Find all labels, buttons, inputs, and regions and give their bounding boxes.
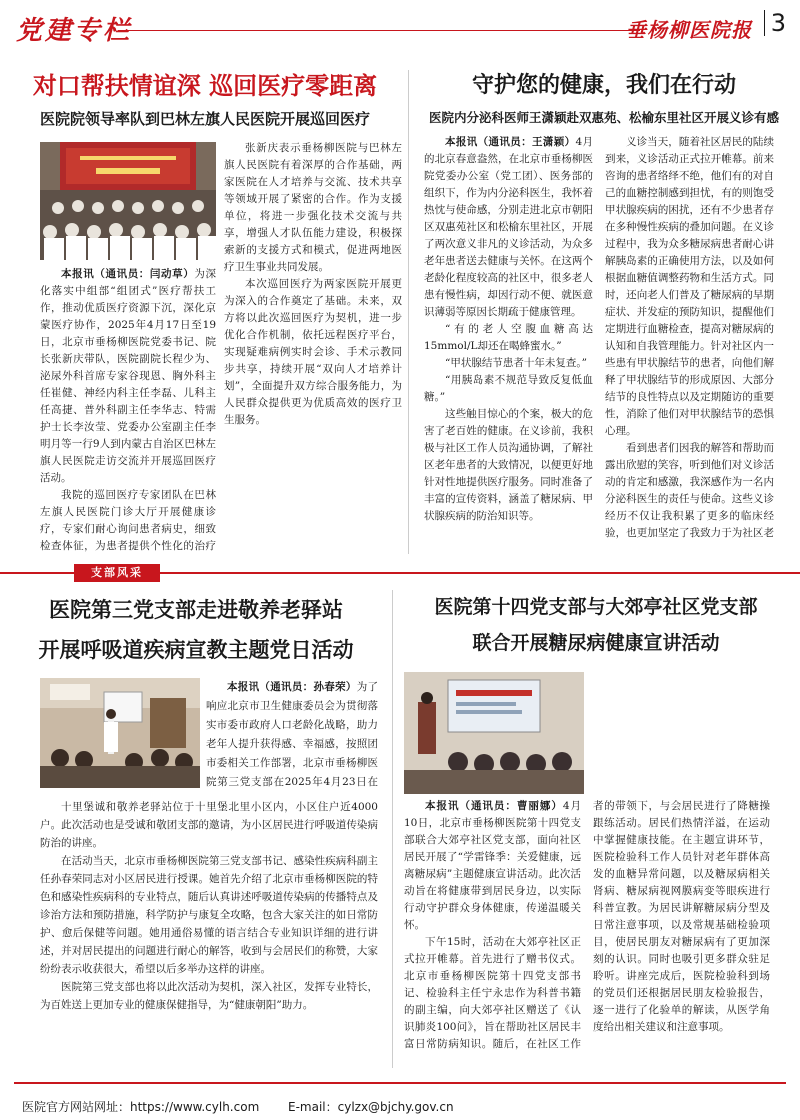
article-title-line2: 联合开展糖尿病健康宣讲活动 (472, 632, 720, 654)
article-respiratory-lecture (0, 588, 392, 672)
section-name: 党建专栏 (16, 16, 133, 46)
page-number: 3 (764, 10, 786, 36)
photo-diabetes-lecture (404, 672, 584, 794)
section-tag: 支部风采 (74, 564, 160, 582)
article-byline: 本报讯（通讯员：孙春荣） (227, 681, 357, 693)
article-title-line1: 医院第十四党支部与大郊亭社区党支部 (434, 596, 758, 618)
article-paragraph: 义诊当天，随着社区居民的陆续到来，义诊活动正式拉开帷幕。前来咨询的患者络绎不绝，他们有的对自己的血糖控制感到担忧，有的则饱受甲状腺疾病的困扰，还有不少患者存在多种慢性疾病的叠加问题。在义诊过程中，我为众多糖尿病患者耐心讲解胰岛素的正确使用方法，以及如何根据血糖值调整药物和生活方式。同时，还向老人们普及了糖尿病的早期症状、并发症的预防知识，提醒他们定期进行血糖检查，提高对糖尿病的认知和自我管理能力。针对社区内一些患有甲状腺结节的患者，向他们解释了甲状腺结节的形成原因、大部分结节的良性特点以及定期随访的重要性，消除了他们对甲状腺结节的恐惧心理。 (605, 136, 774, 437)
page-header (0, 0, 800, 58)
article-title: 对口帮扶情谊深 巡回医疗零距离 (32, 72, 378, 100)
article4-body (404, 798, 770, 1058)
article-title-line1: 医院第三党支部走进敬养老驿站 (49, 598, 343, 622)
article-paragraph: 张新庆表示垂杨柳医院与巴林左旗人民医院有着深厚的合作基础，两家医院在人才培养与交流、技术共享等领域开展了紧密的合作。作为支援单位，将进一步强化技术交流与共享，增强人才队伍能力建设，积极探索新的支援方式和模式，促进两地医疗卫生事业共同发展。 (224, 142, 402, 273)
header-rule (118, 30, 640, 31)
article-diabetes-lecture (392, 588, 800, 672)
footer-rule (14, 1082, 786, 1084)
article-paragraph: 4月的北京春意盎然，在北京市垂杨柳医院党委办公室（党工团）、医务部的组织下，作为内分泌科医生，我怀着热忱与使命感，分别走进北京市朝阳区双惠苑社区和松榆东里社区，开展了两次意义非凡的义诊活动，为众多老年患者送去健康与关怀。在这两个老龄化程度较高的社区中，很多老人患有慢性病，却因行动不便、就医意识薄弱等原因长期疏于健康管理。 (424, 136, 594, 318)
article-byline: 本报讯（通讯员：曹丽娜） (425, 800, 563, 812)
patient-quote: “用胰岛素不规范导致反复低血糖。” (424, 374, 593, 403)
article-subtitle: 医院内分泌科医师王潇颖赴双惠苑、松榆东里社区开展义诊有感 (428, 110, 779, 125)
article-title: 守护您的健康，我们在行动 (471, 73, 736, 98)
article-paragraph: 看到患者们因我的解答和帮助而露出欣慰的笑容，听到他们对义诊活动的肯定和感激，我深感作为一名内分泌科医生的责任与使命。这些义诊经历不仅让我积累了更多的临床经验，也更加坚定了我致力于为社区老 (605, 442, 774, 539)
email-link[interactable]: E-mail：cylzx@bjchy.gov.cn (288, 1100, 454, 1114)
section-band (0, 564, 800, 582)
article1-body-left (40, 266, 216, 556)
article-paragraph: 为深化落实中组部“组团式”医疗帮扶工作，推动优质医疗资源下沉，深化京蒙医疗协作，2025年4月17日至19日，北京市垂杨柳医院党委书记、院长张新庆带队，医院副院长程少为、泌尿外科首席专家谷现恩、胸外科主任崔健、神经内科主任李磊、儿科主任高捷、普外科副主任李华志、特需护士长李汝莹、党委办公室副主任李明月等一行9人到内蒙古自治区巴林左旗人民医院走访交流并开展巡回医疗活动。 (40, 268, 216, 484)
photo-lecture (40, 678, 200, 788)
website-link[interactable]: 医院官方网站网址：https://www.cylh.com (22, 1100, 260, 1114)
article-paragraph: 我院的巡回医疗专家团队在巴林左旗人民医院门诊大厅开展健康诊疗，专家们耐心询问患者病史，细致检查体征，为患者提供个性化的治疗 (40, 489, 216, 552)
article-paragraph: 这些触目惊心的个案，极大的危害了老百姓的健康。在义诊前，我积极与社区工作人员沟通协调，了解社区老年患者的大致情况，以便更好地针对性地提供医疗服务。同时准备了丰富的宣传资料，涵盖了糖尿病、甲状腺疾病的防治知识等。 (424, 408, 593, 522)
newspaper-name: 垂杨柳医院报 (626, 18, 752, 42)
article3-body (40, 798, 378, 1060)
page-footer (0, 1076, 800, 1120)
article-paragraph: 在活动当天，北京市垂杨柳医院第三党支部书记、感染性疾病科副主任孙春荣同志对小区居民进行授课。她首先介绍了北京市垂杨柳医院的特色和感染性疾病科的专业特点，随后认真讲述呼吸道传染病的传播特点及诊治方法和预防措施，科学防护与康复全攻略，包含大家关注的如日常防护、愈后保健等问题。她用通俗易懂的语言结合专业知识详细的进行讲述，并对居民提出的问题进行耐心的解答，收到与会居民们的称赞，大家纷纷表示收获很大，希望以后多举办这样的讲座。 (40, 855, 378, 975)
article-paragraph: 十里堡诚和敬养老驿站位于十里堡北里小区内，小区住户近4000户。此次活动也是受诚和敬团支部的邀请，为小区居民进行呼吸道传染病防治的讲座。 (40, 801, 378, 849)
article-byline: 本报讯（通讯员：闫动草） (61, 268, 195, 280)
article-paragraph: 医院第三党支部也将以此次活动为契机，深入社区，发挥专业特长，为百姓送上更加专业的健康保健指导，为“健康朝阳”助力。 (40, 981, 378, 1011)
article-title-line2: 开展呼吸道疾病宣教主题党日活动 (38, 638, 354, 662)
article-paragraph: 4月10日，北京市垂杨柳医院第十四党支部联合大郊亭社区党支部，面向社区居民开展了“学雷锋季：关爱健康，远离糖尿病”主题健康宣讲活动。此次活动旨在将健康带到居民身边，以实际行动守护群众身体健康，传递温暖关怀。 (404, 800, 581, 931)
article2-body (424, 134, 774, 558)
article-byline: 本报讯（通讯员：王潇颖） (445, 136, 576, 148)
article1-body-right (224, 140, 402, 532)
photo-welcome-ceremony (40, 142, 216, 260)
article-subtitle: 医院院领导率队到巴林左旗人民医院开展巡回医疗 (39, 110, 370, 128)
article-paragraph: 下午15时，活动在大郊亭社区正式拉开帷幕。首先进行了赠书仪式。北京市垂杨柳医院第十四党支部书记、检验科主任宁永忠作为科普书籍的副主编，向大郊亭社区赠送了《认识肺炎100问》，旨在帮助社区居民丰富日常防病知识。随后，在社区工作者的带领下，与会居民进行了降糖操跟练活动。居民们热情洋溢，在运动中掌握健康技能。在主题宣讲环节，医院检验科工作人员针对老年群体高发的血糖异常问题，以及糖尿病相关肾病、糖尿病视网膜病变等眼疾进行科普宣教。为居民讲解糖尿病分型及日常注意事项，以及常规基础检验项目，使居民朋友对糖尿病有了更加深刻的认识。同时也吸引更多群众驻足聆听。讲座完成后，医院检验科到场的党员们还根据居民朋友检验报告，逐一进行了化验单的解读，从医学角度给出相关建议和注意事项。 (404, 800, 770, 1050)
article3-body-side (206, 678, 378, 792)
article-paragraph: 本次巡回医疗为两家医院开展更为深入的合作奠定了基础。未来，双方将以此次巡回医疗为契机，进一步优化合作机制，依托远程医疗平台，实现疑难病例实时会诊、手术示教同步共享，持续开展“双向人才培养计划”，全面提升双方综合服务能力，为人民群众提供更为优质高效的医疗卫生服务。 (224, 278, 402, 426)
article-paragraph: 为了响应北京市卫生健康委员会为贯彻落实市委市政府人口老龄化战略，助力老年人提升获得感、幸福感，按照团市委相关工作部署，北京市垂杨柳医院第三党支部在2025年4月23日在 (206, 681, 378, 788)
patient-quote: “甲状腺结节患者十年未复查。” (445, 357, 587, 369)
patient-quote: “有的老人空腹血糖高达15mmol/L却还在喝蜂蜜水。” (424, 323, 593, 352)
